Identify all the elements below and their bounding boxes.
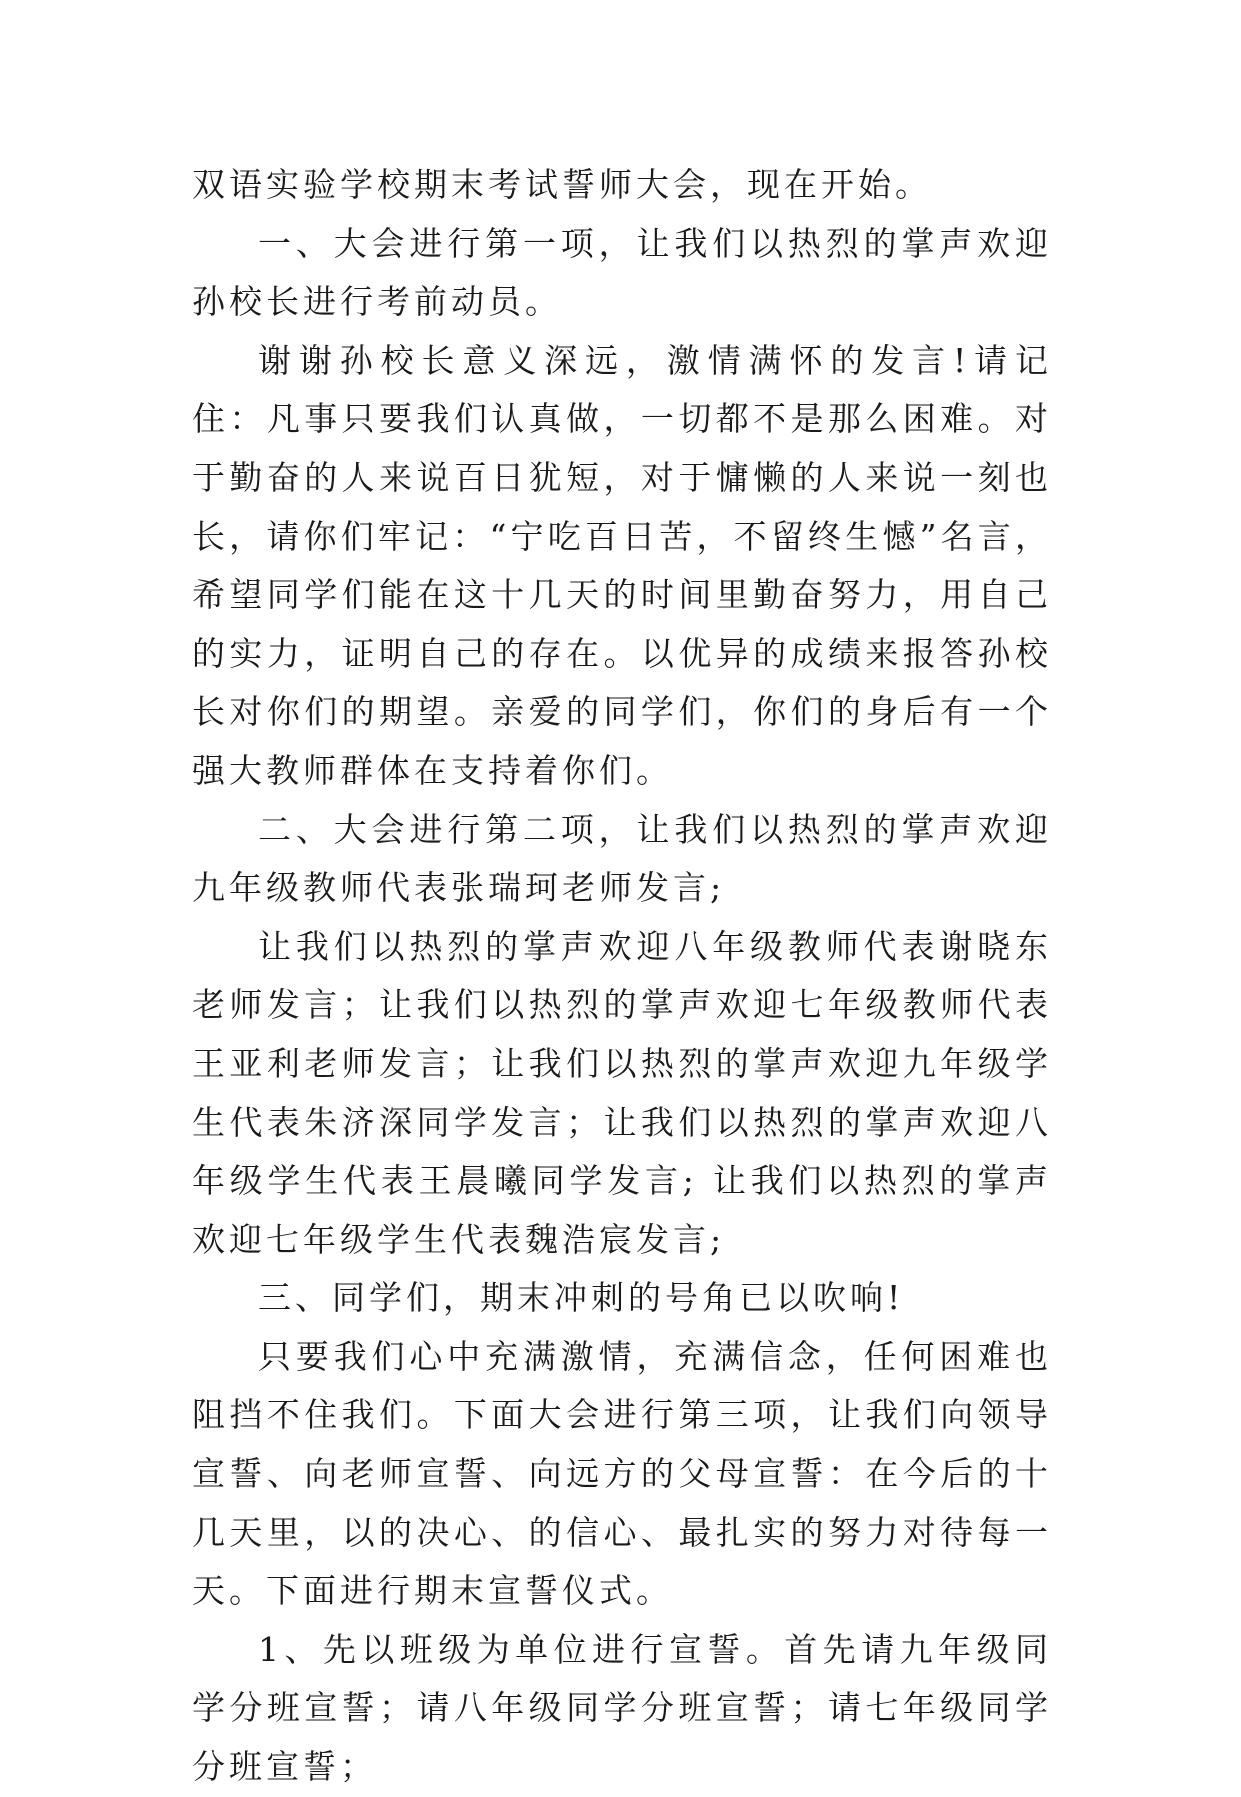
document-body bbox=[192, 156, 1052, 1797]
paragraph-speakers: 让我们以热烈的掌声欢迎八年级教师代表谢晓东老师发言；让我们以热烈的掌声欢迎七年级教师代表王亚利老师发言；让我们以热烈的掌声欢迎九年级学生代表朱济深同学发言；让我们以热烈的掌声欢迎八年级学生代表王晨曦同学发言; 让我们以热烈的掌声欢迎七年级学生代表魏浩宸发言; bbox=[192, 926, 1052, 1259]
paragraph-item-two: 二、大会进行第二项，让我们以热烈的掌声欢迎九年级教师代表张瑞珂老师发言; bbox=[192, 809, 1052, 908]
paragraph-thanks: 谢谢孙校长意义深远，激情满怀的发言!请记住：凡事只要我们认真做，一切都不是那么困难。对于勤奋的人来说百日犹短，对于慵懒的人来说一刻也长，请你们牢记：“宁吃百日苦，不留终生憾”名言，希望同学们能在这十几天的时间里勤奋努力，用自己的实力，证明自己的存在。以优异的成绩来报答孙校长对你们的期望。亲爱的同学们，你们的身后有一个强大教师群体在支持着你们。 bbox=[192, 340, 1052, 790]
paragraph-item-one: 一、大会进行第一项，让我们以热烈的掌声欢迎孙校长进行考前动员。 bbox=[192, 223, 1052, 322]
paragraph-item-three: 三、同学们，期末冲刺的号角已以吹响! bbox=[258, 1278, 905, 1318]
paragraph-pledge-intro: 只要我们心中充满激情，充满信念，任何困难也阻挡不住我们。下面大会进行第三项，让我们向领导宣誓、向老师宣誓、向远方的父母宣誓：在今后的十几天里，以的决心、的信心、最扎实的努力对待每一天。下面进行期末宣誓仪式。 bbox=[192, 1336, 1052, 1611]
paragraph-class-pledge: 1、先以班级为单位进行宣誓。首先请九年级同学分班宣誓；请八年级同学分班宣誓；请七年级同学分班宣誓； bbox=[192, 1629, 1052, 1787]
paragraph-opening: 双语实验学校期末考试誓师大会，现在开始。 bbox=[192, 165, 932, 204]
